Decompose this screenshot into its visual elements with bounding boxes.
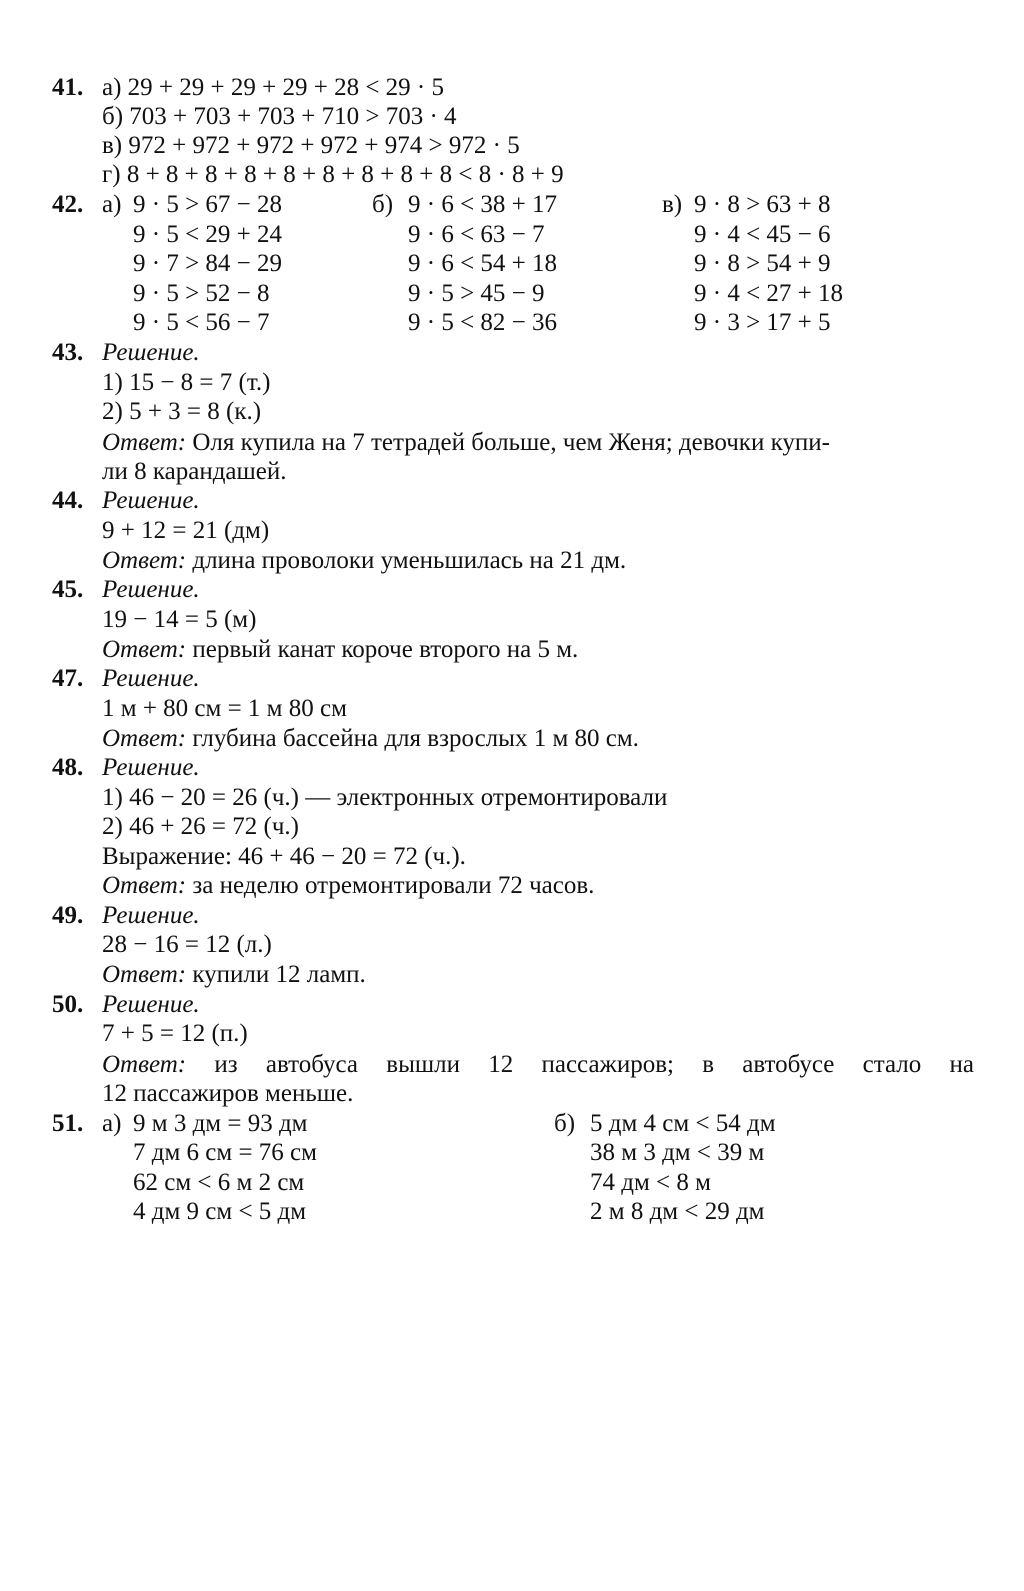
- problem-42-row-4: [0, 279, 1024, 309]
- problem-41-line-b: [0, 102, 1024, 132]
- conversion: 2 м 8 дм < 29 дм: [590, 1198, 765, 1225]
- problem-48-heading: [0, 753, 1024, 783]
- problem-41-line-v: [0, 131, 1024, 161]
- column-label: а): [102, 1110, 122, 1137]
- solution-label: Решение.: [102, 991, 200, 1018]
- conversion: 7 дм 6 см = 76 см: [133, 1139, 317, 1166]
- answer-text: [102, 546, 626, 576]
- inequality: а) 29 + 29 + 29 + 29 + 28 < 29 · 5: [102, 74, 444, 101]
- problem-number: 51.: [52, 1110, 84, 1137]
- answer-line: [0, 428, 1024, 458]
- answer-label: Ответ:: [102, 725, 187, 752]
- problem-45-heading: [0, 575, 1024, 605]
- column-label: б): [554, 1110, 576, 1137]
- conversion: 38 м 3 дм < 39 м: [590, 1139, 765, 1166]
- column-label: а): [102, 191, 122, 218]
- comparison: 9 · 8 > 54 + 9: [694, 250, 831, 277]
- problem-42-row-5: [0, 308, 1024, 338]
- conversion: 5 дм 4 см < 54 дм: [590, 1110, 776, 1137]
- answer-content: глубина бассейна для взрослых 1 м 80 см.: [186, 725, 639, 752]
- step-text: 1 м + 80 см = 1 м 80 см: [102, 695, 347, 722]
- column-label: в): [662, 191, 683, 218]
- solution-label: Решение.: [102, 339, 200, 366]
- answer-line: [0, 1050, 1024, 1080]
- comparison: 9 · 3 > 17 + 5: [694, 309, 831, 336]
- answer-content: Оля купила на 7 тетрадей больше, чем Женя; девочки купи-: [186, 429, 830, 456]
- step-text: 1) 46 − 20 = 26 (ч.) — электронных отремонтировали: [102, 784, 668, 811]
- problem-50-heading: [0, 990, 1024, 1020]
- answer-text: [102, 1050, 974, 1080]
- conversion: 9 м 3 дм = 93 дм: [133, 1110, 308, 1137]
- comparison: 9 · 6 < 63 − 7: [408, 221, 545, 248]
- solution-label: Решение.: [102, 754, 200, 781]
- inequality: б) 703 + 703 + 703 + 710 > 703 · 4: [102, 103, 457, 130]
- problem-43-heading: [0, 338, 1024, 368]
- solution-step: [0, 1019, 1024, 1049]
- solution-label: Решение.: [102, 902, 200, 929]
- problem-41-line-g: [0, 160, 1024, 190]
- problem-number: 47.: [52, 665, 84, 692]
- solution-label: Решение.: [102, 487, 200, 514]
- comparison: 9 · 5 > 67 − 28: [133, 191, 283, 218]
- step-text: 1) 15 − 8 = 7 (т.): [102, 369, 271, 396]
- expression-text: Выражение: 46 + 46 − 20 = 72 (ч.).: [102, 843, 466, 870]
- problem-47-heading: [0, 664, 1024, 694]
- comparison: 9 · 4 < 45 − 6: [694, 221, 831, 248]
- solution-label: Решение.: [102, 576, 200, 603]
- answer-line: [0, 871, 1024, 901]
- answer-text: [102, 635, 578, 665]
- problem-number: 50.: [52, 991, 84, 1018]
- answer-content: длина проволоки уменьшилась на 21 дм.: [186, 547, 627, 574]
- solution-step: [0, 368, 1024, 398]
- comparison: 9 · 6 < 54 + 18: [408, 250, 558, 277]
- answer-line: [0, 546, 1024, 576]
- problem-number: 48.: [52, 754, 84, 781]
- comparison: 9 · 6 < 38 + 17: [408, 191, 558, 218]
- comparison: 9 · 5 < 29 + 24: [133, 221, 283, 248]
- answer-content: ли 8 карандашей.: [102, 458, 287, 485]
- problem-49-heading: [0, 901, 1024, 931]
- answer-label: Ответ:: [102, 961, 187, 988]
- problem-number: 42.: [52, 191, 84, 218]
- answer-content: первый канат короче второго на 5 м.: [186, 636, 579, 663]
- problem-number: 44.: [52, 487, 84, 514]
- conversion: 74 дм < 8 м: [590, 1169, 711, 1196]
- step-text: 2) 46 + 26 = 72 (ч.): [102, 813, 299, 840]
- comparison: 9 · 8 > 63 + 8: [694, 191, 831, 218]
- answer-line: [0, 960, 1024, 990]
- conversion: 62 см < 6 м 2 см: [133, 1169, 305, 1196]
- answer-label: Ответ:: [102, 872, 187, 899]
- conversion: 4 дм 9 см < 5 дм: [133, 1198, 307, 1225]
- comparison: 9 · 7 > 84 − 29: [133, 250, 283, 277]
- answer-label: Ответ:: [102, 547, 187, 574]
- comparison: 9 · 4 < 27 + 18: [694, 280, 844, 307]
- problem-51-row-2: [0, 1138, 1024, 1168]
- answer-line: [0, 724, 1024, 754]
- answer-content: за неделю отремонтировали 72 часов.: [186, 872, 595, 899]
- solution-step: [0, 783, 1024, 813]
- comparison: 9 · 5 > 45 − 9: [408, 280, 545, 307]
- answer-text: [102, 428, 830, 458]
- inequality: г) 8 + 8 + 8 + 8 + 8 + 8 + 8 + 8 + 8 < 8 · 8 + 9: [102, 161, 564, 188]
- problem-number: 49.: [52, 902, 84, 929]
- answer-content: из автобуса вышли 12 пассажиров; в автобусе стало на: [186, 1051, 974, 1078]
- solution-step: [0, 812, 1024, 842]
- problem-number: 45.: [52, 576, 84, 603]
- answer-label: Ответ:: [102, 1051, 187, 1078]
- step-text: 19 − 14 = 5 (м): [102, 606, 257, 633]
- step-text: 2) 5 + 3 = 8 (к.): [102, 398, 262, 425]
- step-text: 28 − 16 = 12 (л.): [102, 931, 272, 958]
- problem-number: 43.: [52, 339, 84, 366]
- answer-label: Ответ:: [102, 636, 187, 663]
- problem-42-row-1: [0, 190, 1024, 220]
- expression-line: [0, 842, 1024, 872]
- step-text: 9 + 12 = 21 (дм): [102, 517, 270, 544]
- answer-text: [102, 724, 639, 754]
- problem-41-line-a: [0, 73, 1024, 103]
- problem-51-row-4: [0, 1197, 1024, 1227]
- problem-44-heading: [0, 486, 1024, 516]
- answer-text: [102, 960, 366, 990]
- inequality: в) 972 + 972 + 972 + 972 + 974 > 972 · 5: [102, 132, 520, 159]
- answer-content: купили 12 ламп.: [186, 961, 366, 988]
- problem-51-row-3: [0, 1168, 1024, 1198]
- solution-step: [0, 516, 1024, 546]
- column-label: б): [372, 191, 394, 218]
- comparison: 9 · 5 > 52 − 8: [133, 280, 270, 307]
- problem-42-row-3: [0, 249, 1024, 279]
- solution-step: [0, 694, 1024, 724]
- answer-content: 12 пассажиров меньше.: [102, 1080, 354, 1107]
- step-text: 7 + 5 = 12 (п.): [102, 1020, 248, 1047]
- answer-line: [0, 635, 1024, 665]
- comparison: 9 · 5 < 82 − 36: [408, 309, 558, 336]
- solution-step: [0, 605, 1024, 635]
- answer-line: [0, 457, 1024, 487]
- answer-line: [0, 1079, 1024, 1109]
- problem-51-row-1: [0, 1109, 1024, 1139]
- solution-label: Решение.: [102, 665, 200, 692]
- solution-step: [0, 930, 1024, 960]
- problem-number: 41.: [52, 74, 84, 101]
- solution-step: [0, 397, 1024, 427]
- comparison: 9 · 5 < 56 − 7: [133, 309, 270, 336]
- answer-text: [102, 871, 594, 901]
- answer-label: Ответ:: [102, 429, 187, 456]
- problem-42-row-2: [0, 220, 1024, 250]
